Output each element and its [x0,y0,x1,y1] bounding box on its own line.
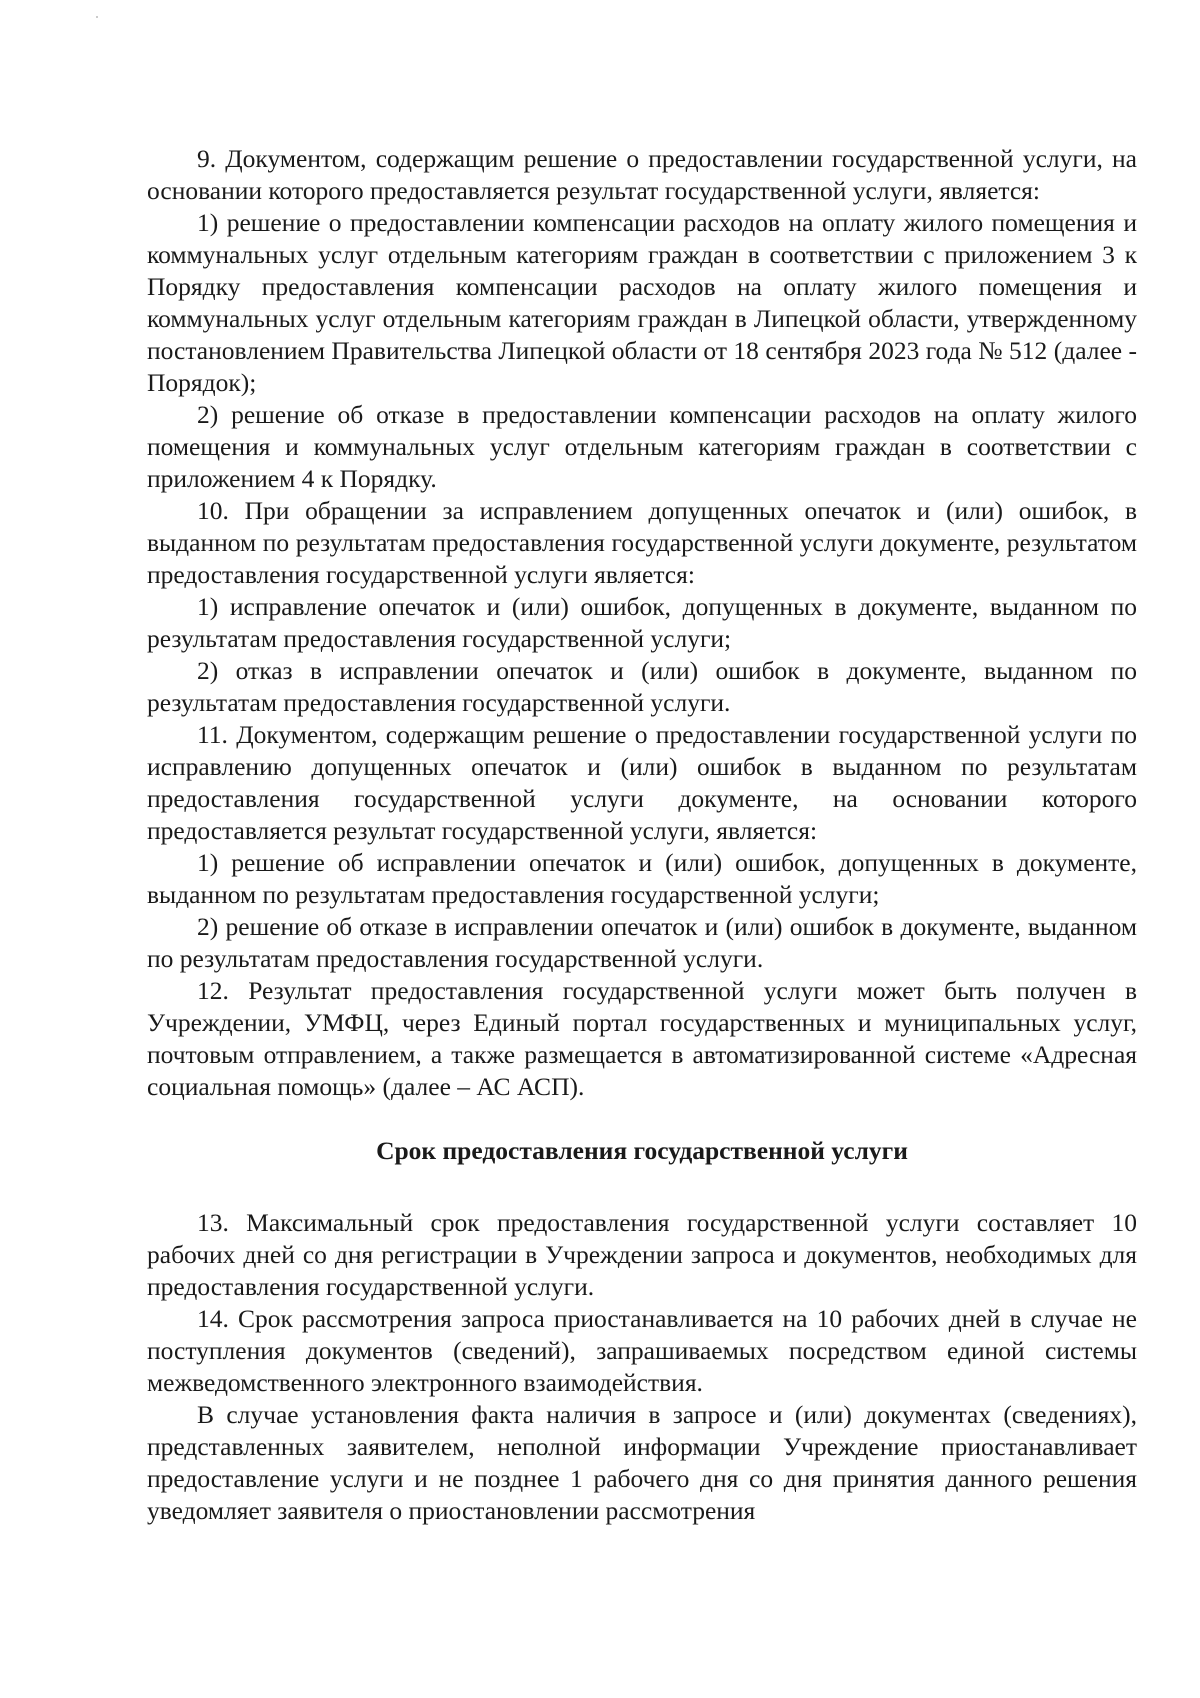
paragraph-12: 12. Результат предоставления государственной услуги может быть получен в Учреждении, УМФЦ, через Единый портал государственных и муниципальных услуг, почтовым отправлением, а также размещается в автоматизированной системе «Адресная социальная помощь» (далее – АС АСП). [147,976,1137,1101]
section-heading: Срок предоставления государственной услуги [376,1136,908,1165]
paragraph-11-item-1: 1) решение об исправлении опечаток и (или) ошибок, допущенных в документе, выданном по результатам предоставления государственной услуги; [147,848,1137,909]
paragraph-14-continuation: В случае установления факта наличия в запросе и (или) документах (сведениях), представленных заявителем, неполной информации Учреждение приостанавливает предоставление услуги и не позднее 1 рабочего дня со дня принятия данного решения уведомляет заявителя о приостановлении рассмотрения [147,1400,1137,1525]
paragraph-11: 11. Документом, содержащим решение о предоставлении государственной услуги по исправлению допущенных опечаток и (или) ошибок в выданном по результатам предоставления государственной услуги документе, на основании которого предоставляется результат государственной услуги, является: [147,720,1137,845]
paragraph-9-item-1: 1) решение о предоставлении компенсации расходов на оплату жилого помещения и коммунальных услуг отдельным категориям граждан в соответствии с приложением 3 к Порядку предоставления компенсации расходов на оплату жилого помещения и коммунальных услуг отдельным категориям граждан в Липецкой области, утвержденному постановлением Правительства Липецкой области от 18 сентября 2023 года № 512 (далее - Порядок); [147,208,1137,397]
document-body [147,143,1137,1527]
paragraph-13: 13. Максимальный срок предоставления государственной услуги составляет 10 рабочих дней со дня регистрации в Учреждении запроса и документов, необходимых для предоставления государственной услуги. [147,1208,1137,1301]
paragraph-10-item-2: 2) отказ в исправлении опечаток и (или) ошибок в документе, выданном по результатам предоставления государственной услуги. [147,656,1137,717]
scan-speck [96,16,98,18]
paragraph-9-item-2: 2) решение об отказе в предоставлении компенсации расходов на оплату жилого помещения и коммунальных услуг отдельным категориям граждан в соответствии с приложением 4 к Порядку. [147,400,1137,493]
paragraph-14: 14. Срок рассмотрения запроса приостанавливается на 10 рабочих дней в случае не поступления документов (сведений), запрашиваемых посредством единой системы межведомственного электронного взаимодействия. [147,1304,1137,1397]
paragraph-11-item-2: 2) решение об отказе в исправлении опечаток и (или) ошибок в документе, выданном по результатам предоставления государственной услуги. [147,912,1137,973]
paragraph-10: 10. При обращении за исправлением допущенных опечаток и (или) ошибок, в выданном по результатам предоставления государственной услуги документе, результатом предоставления государственной услуги является: [147,496,1137,589]
paragraph-9: 9. Документом, содержащим решение о предоставлении государственной услуги, на основании которого предоставляется результат государственной услуги, является: [147,144,1137,205]
paragraph-10-item-1: 1) исправление опечаток и (или) ошибок, допущенных в документе, выданном по результатам предоставления государственной услуги; [147,592,1137,653]
